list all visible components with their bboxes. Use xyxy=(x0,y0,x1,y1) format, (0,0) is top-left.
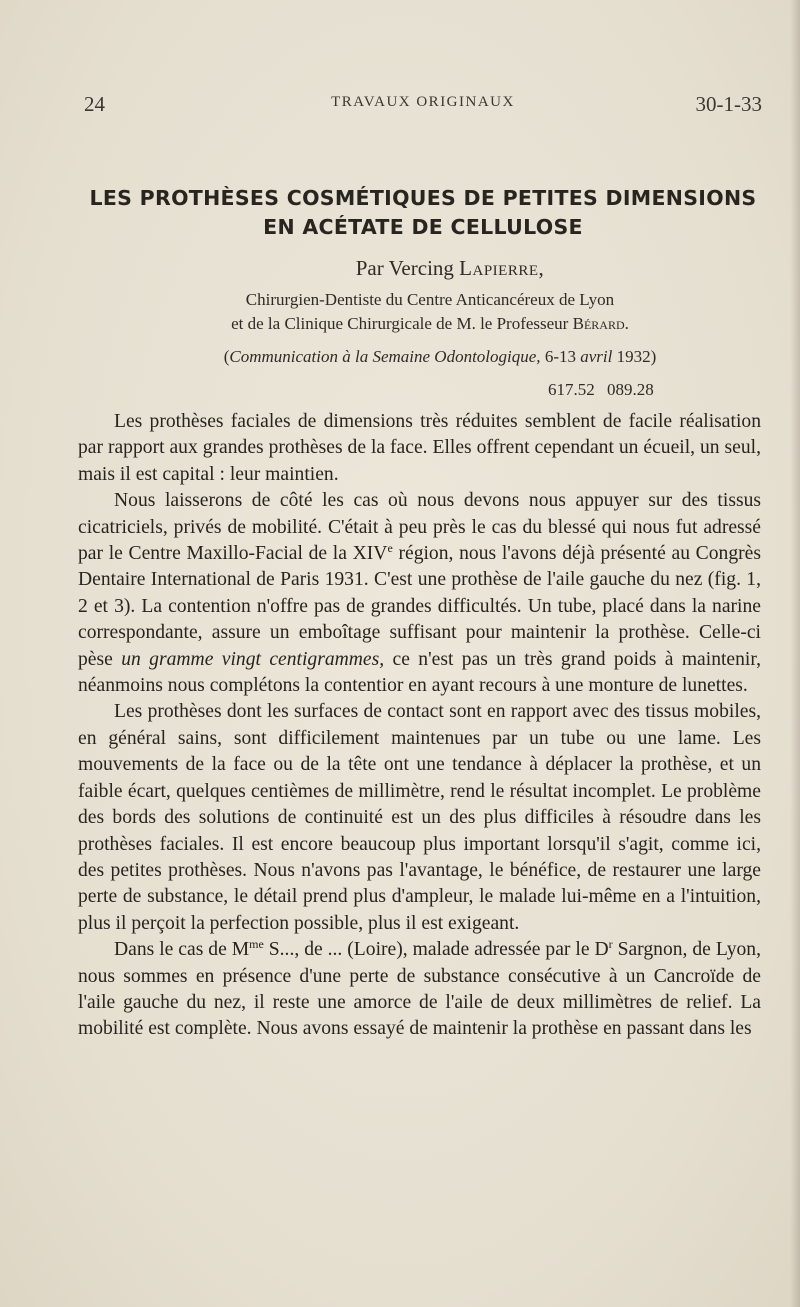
communication-open-paren: ( xyxy=(223,347,230,366)
affiliation-line-2 xyxy=(120,312,740,336)
article-title xyxy=(78,184,768,242)
paragraph-2-part-a: Nous laisserons de côté les cas où nous devons nous appuyer sur des tissus cicatriciels, privés de mobilité. C'était à peu près le cas du blessé qui nous fut adressé par le Centre Maxillo-Facial de la XIV xyxy=(78,490,761,565)
page-number: 24 xyxy=(84,92,105,116)
author-name: Lapierre, xyxy=(459,256,545,280)
communication-dates: 6-13 xyxy=(540,347,581,366)
communication-venue: Communication à la Semaine Odontologique, xyxy=(229,347,541,366)
running-title: TRAVAUX ORIGINAUX xyxy=(331,94,515,110)
paragraph-2-weight: un gramme vingt centigrammes, xyxy=(121,648,385,670)
docteur-superscript: r xyxy=(608,937,613,952)
madame-superscript: me xyxy=(249,937,264,952)
paragraph-3: Les prothèses dont les surfaces de contact sont en rapport avec des tissus mobiles, en général sains, sont difficilement maintenues par un tube ou une lame. Les mouvements de la face ou de la tête ont une tendance à déplacer la prothèse, et un faible écart, quelques centièmes de millimètre, rend le résultat incomplet. Le problème des bords des solutions de continuité est un des plus difficiles à résoudre dans les prothèses faciales. Il est encore beaucoup plus important lorsqu'il s'agit, comme ici, des petites prothèses. Nous n'avons pas l'avantage, le bénéfice, de restaurer une large perte de substance, le détail prend plus d'ampleur, le malade lui-même en a l'intuition, plus il perçoit la perfection possible, plus il est exigeant. xyxy=(78,701,761,934)
affiliation xyxy=(120,288,740,336)
ordinal-superscript: e xyxy=(387,541,393,556)
article-body xyxy=(78,409,761,1043)
title-line-1: LES PROTHÈSES COSMÉTIQUES DE PETITES DIMENSIONS xyxy=(89,186,757,210)
paragraph-2-part-b: région, nous l'avons déjà présenté au Congrès Dentaire International de Paris 1931. C'est une prothèse de l'aile gauche du nez (fig. 1, 2 et 3). La contention n'offre pas de grandes difficultés. Un tube, placé dans la narine correspondante, assure un emboîtage suffisant pour maintenir la prothèse. Celle-ci pèse xyxy=(78,543,761,670)
communication-month: avril xyxy=(580,347,613,366)
communication-note xyxy=(140,347,740,367)
paragraph-1: Les prothèses faciales de dimensions très réduites semblent de facile réalisation par rapport aux grandes prothèses de la face. Elles offrent cependant un écueil, un seul, mais il est capital : leur maintien. xyxy=(78,411,761,485)
running-header xyxy=(84,92,762,122)
paragraph-4-part-a: Dans le cas de M xyxy=(114,939,250,961)
paragraph-4 xyxy=(78,937,761,1043)
professor-name: Bérard. xyxy=(572,314,629,333)
paragraph-4-part-c: Sargnon, de Lyon, nous sommes en présence d'une perte de substance consécutive à un Cancroïde de l'aile gauche du nez, il reste une amorce de l'aile de deux millimètres de relief. La mobilité est complète. Nous avons essayé de maintenir la prothèse en passant dans les xyxy=(78,939,762,1040)
byline-prefix: Par Vercing xyxy=(355,256,454,280)
paragraph-2 xyxy=(78,488,761,699)
paragraph-4-part-b: S..., de ... (Loire), malade adressée par le D xyxy=(263,939,609,961)
byline xyxy=(300,256,600,281)
affiliation-line-2-prefix: et de la Clinique Chirurgicale de M. le Professeur xyxy=(231,314,569,333)
page-edge-shadow xyxy=(790,0,800,1307)
communication-year: 1932) xyxy=(612,347,657,366)
classification-codes: 617.52 089.28 xyxy=(548,380,654,399)
title-line-2: EN ACÉTATE DE CELLULOSE xyxy=(263,215,583,239)
affiliation-line-1: Chirurgien-Dentiste du Centre Anticancéreux de Lyon xyxy=(245,290,615,309)
paragraph-2-part-c: ce n'est pas un très grand poids à maintenir, néanmoins nous complétons la contentior en ayant recours à une monture de lunettes. xyxy=(78,648,762,697)
issue-date: 30-1-33 xyxy=(695,92,762,116)
